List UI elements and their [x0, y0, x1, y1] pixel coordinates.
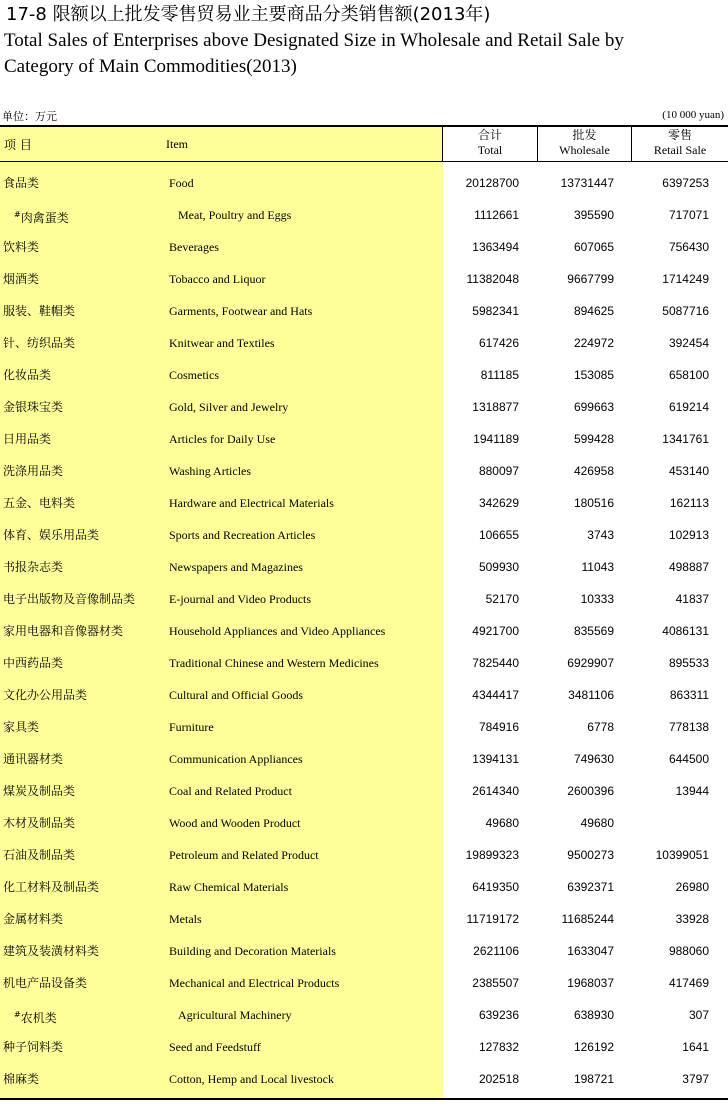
table-row: [0, 807, 728, 839]
total-value: 4344417: [472, 688, 519, 702]
wholesale-value: 395590: [573, 208, 614, 222]
item-name-english: Seed and Feedstuff: [169, 1040, 261, 1054]
table-row: [0, 487, 728, 519]
item-name-english: Coal and Related Product: [169, 784, 292, 798]
total-value: 6419350: [472, 880, 519, 894]
item-name-english: Building and Decoration Materials: [169, 944, 336, 958]
table-row: [0, 455, 728, 487]
retail-value: 3797: [682, 1072, 709, 1086]
total-value: 7825440: [472, 656, 519, 670]
item-name-english: Agricultural Machinery: [178, 1008, 292, 1022]
item-name-english: Wood and Wooden Product: [169, 816, 301, 830]
wholesale-value: 1968037: [567, 976, 614, 990]
total-value: 1112661: [474, 208, 519, 222]
wholesale-value: 6778: [587, 720, 614, 734]
total-value: 11719172: [466, 912, 519, 926]
retail-value: 717071: [668, 208, 709, 222]
item-name-chinese: 洗涤用品类: [3, 464, 64, 478]
wholesale-value: 426958: [573, 464, 614, 478]
table-row: [0, 199, 728, 231]
item-name-english: Garments, Footwear and Hats: [169, 304, 313, 318]
retail-value: 619214: [668, 400, 709, 414]
table-row: [0, 327, 728, 359]
table-row: [0, 999, 728, 1031]
wholesale-value: 11685244: [561, 912, 614, 926]
retail-value: 988060: [668, 944, 709, 958]
header-bottom-rule: [0, 161, 728, 162]
table-row: [0, 231, 728, 263]
retail-value: 5087716: [662, 304, 709, 318]
table-row: [0, 615, 728, 647]
total-value: 617426: [478, 336, 519, 350]
wholesale-value: 835569: [573, 624, 614, 638]
retail-value: 863311: [669, 688, 709, 702]
table-top-rule: [0, 125, 728, 127]
item-name-english: Metals: [169, 912, 202, 926]
table-row: [0, 519, 728, 551]
wholesale-value: 11043: [581, 560, 614, 574]
retail-value: 6397253: [662, 176, 709, 190]
wholesale-value: 6929907: [567, 656, 614, 670]
wholesale-value: 1633047: [567, 944, 614, 958]
item-name-english: Sports and Recreation Articles: [169, 528, 316, 542]
total-value: 880097: [478, 464, 519, 478]
item-name-chinese: 食品类: [3, 176, 40, 190]
total-value: 1941189: [473, 432, 519, 446]
wholesale-value: 599428: [573, 432, 614, 446]
item-name-chinese: 机电产品设备类: [3, 976, 88, 990]
total-value: 4921700: [472, 624, 519, 638]
retail-value: 4086131: [662, 624, 709, 638]
retail-value: 453140: [668, 464, 709, 478]
retail-value: 644500: [668, 752, 709, 766]
retail-value: 307: [688, 1008, 709, 1022]
total-value: 19899323: [465, 848, 519, 862]
item-name-english: Beverages: [169, 240, 219, 254]
total-value: 127832: [478, 1040, 519, 1054]
table-row: [0, 295, 728, 327]
retail-value: 162113: [669, 496, 709, 510]
wholesale-value: 699663: [573, 400, 614, 414]
total-value: 639236: [478, 1008, 519, 1022]
item-name-english: E-journal and Video Products: [169, 592, 312, 606]
item-name-chinese: 服装、鞋帽类: [3, 304, 76, 318]
table-bottom-rule: [0, 1098, 728, 1100]
total-value: 49680: [485, 816, 519, 830]
item-name-english: Hardware and Electrical Materials: [169, 496, 334, 510]
table-title-english-line1: Total Sales of Enterprises above Designated Size in Wholesale and Retail Sale by: [4, 30, 624, 51]
table-row: [0, 1031, 728, 1063]
item-name-chinese: 五金、电料类: [3, 496, 76, 510]
retail-value: 13944: [675, 784, 709, 798]
wholesale-value: 749630: [573, 752, 614, 766]
total-value: 811185: [480, 368, 519, 382]
item-name-chinese: 电子出版物及音像制品类: [3, 592, 136, 606]
item-name-chinese: 建筑及装潢材料类: [3, 944, 100, 958]
item-name-chinese: 石油及制品类: [3, 848, 76, 862]
wholesale-value: 180516: [573, 496, 614, 510]
item-name-chinese: #肉禽蛋类: [14, 210, 69, 225]
item-name-english: Traditional Chinese and Western Medicines: [169, 656, 379, 670]
header-total-english: Total: [477, 143, 503, 157]
retail-value: 1641: [682, 1040, 709, 1054]
item-name-english: Raw Chemical Materials: [169, 880, 289, 894]
retail-value: 658100: [668, 368, 709, 382]
item-name-english: Washing Articles: [169, 464, 252, 478]
wholesale-value: 13731447: [560, 176, 614, 190]
item-name-chinese: 针、纺织品类: [3, 336, 76, 350]
item-name-english: Petroleum and Related Product: [169, 848, 319, 862]
retail-value: 41837: [675, 592, 709, 606]
table-title-english-line2: Category of Main Commodities(2013): [4, 56, 297, 77]
item-name-english: Mechanical and Electrical Products: [169, 976, 340, 990]
retail-value: 417469: [668, 976, 709, 990]
wholesale-value: 198721: [573, 1072, 614, 1086]
unit-label-chinese: 单位：万元: [2, 110, 57, 123]
table-row: [0, 839, 728, 871]
retail-value: 895533: [668, 656, 709, 670]
item-name-english: Articles for Daily Use: [169, 432, 276, 446]
table-row: [0, 391, 728, 423]
total-value: 1318877: [472, 400, 519, 414]
item-name-english: Gold, Silver and Jewelry: [169, 400, 289, 414]
header-item-english: Item: [166, 137, 188, 151]
total-value: 2385507: [472, 976, 519, 990]
total-value: 106655: [478, 528, 519, 542]
wholesale-value: 49680: [580, 816, 614, 830]
item-name-chinese: 金银珠宝类: [3, 400, 64, 414]
header-total: [443, 128, 537, 160]
retail-value: 10399051: [655, 848, 709, 862]
unit-label-english: (10 000 yuan): [662, 109, 724, 121]
wholesale-value: 6392371: [567, 880, 614, 894]
wholesale-value: 224972: [573, 336, 614, 350]
header-wholesale-english: Wholesale: [559, 143, 610, 157]
total-value: 2621106: [473, 944, 519, 958]
retail-value: 102913: [668, 528, 709, 542]
table-row: [0, 711, 728, 743]
item-name-english: Furniture: [169, 720, 214, 734]
table-row: [0, 935, 728, 967]
total-value: 509930: [478, 560, 519, 574]
item-name-chinese: 棉麻类: [3, 1072, 40, 1086]
item-name-chinese: 家用电器和音像器材类: [3, 624, 124, 638]
retail-value: 498887: [668, 560, 709, 574]
item-name-chinese: 煤炭及制品类: [3, 784, 76, 798]
item-name-chinese: 家具类: [3, 720, 40, 734]
table-row: [0, 359, 728, 391]
total-value: 52170: [485, 592, 519, 606]
wholesale-value: 3743: [587, 528, 614, 542]
item-name-english: Cosmetics: [169, 368, 219, 382]
item-name-english: Household Appliances and Video Appliances: [169, 624, 386, 638]
subitem-marker: #: [14, 210, 21, 219]
item-name-chinese: 体育、娱乐用品类: [3, 528, 100, 542]
item-name-chinese: 书报杂志类: [3, 560, 64, 574]
total-value: 1363494: [472, 240, 519, 254]
wholesale-value: 2600396: [567, 784, 614, 798]
item-name-chinese: 金属材料类: [3, 912, 64, 926]
table-row: [0, 679, 728, 711]
table-row: [0, 967, 728, 999]
total-value: 5982341: [472, 304, 519, 318]
subitem-marker: #: [14, 1010, 21, 1019]
total-value: 11382048: [466, 272, 519, 286]
item-name-chinese: 烟酒类: [3, 272, 40, 286]
item-name-english: Cultural and Official Goods: [169, 688, 304, 702]
retail-value: 1714249: [662, 272, 709, 286]
retail-value: 392454: [668, 336, 709, 350]
retail-value: 778138: [668, 720, 709, 734]
header-wholesale-chinese: 批发: [572, 128, 597, 142]
total-value: 2614340: [472, 784, 519, 798]
table-row: [0, 775, 728, 807]
table-title-chinese: 17-8 限额以上批发零售贸易业主要商品分类销售额(2013年): [6, 4, 491, 25]
total-value: 784916: [478, 720, 519, 734]
item-name-chinese: 文化办公用品类: [3, 688, 88, 702]
total-value: 20128700: [465, 176, 519, 190]
total-value: 1394131: [472, 752, 519, 766]
wholesale-value: 894625: [573, 304, 614, 318]
table-row: [0, 551, 728, 583]
wholesale-value: 3481106: [568, 688, 614, 702]
header-retail: [632, 128, 728, 160]
wholesale-value: 9500273: [567, 848, 614, 862]
header-wholesale: [538, 128, 631, 160]
retail-value: 26980: [675, 880, 709, 894]
item-name-english: Food: [169, 176, 194, 190]
item-name-chinese: 木材及制品类: [3, 816, 76, 830]
header-retail-chinese: 零售: [667, 128, 692, 142]
item-name-chinese: #农机类: [14, 1010, 57, 1025]
table-row: [0, 423, 728, 455]
wholesale-value: 607065: [573, 240, 614, 254]
table-row: [0, 903, 728, 935]
header-total-chinese: 合计: [477, 128, 502, 142]
wholesale-value: 126192: [573, 1040, 614, 1054]
item-name-english: Knitwear and Textiles: [169, 336, 275, 350]
table-row: [0, 263, 728, 295]
item-name-english: Newspapers and Magazines: [169, 560, 303, 574]
wholesale-value: 153085: [573, 368, 614, 382]
item-name-chinese: 化工材料及制品类: [3, 880, 100, 894]
table-row: [0, 743, 728, 775]
item-name-chinese: 饮料类: [3, 240, 40, 254]
table-row: [0, 1063, 728, 1095]
item-name-chinese: 通讯器材类: [3, 752, 64, 766]
table-row: [0, 583, 728, 615]
item-name-chinese: 中西药品类: [3, 656, 64, 670]
table-row: [0, 871, 728, 903]
item-name-english: Meat, Poultry and Eggs: [178, 208, 292, 222]
item-name-chinese: 日用品类: [3, 432, 52, 446]
item-name-chinese: 化妆品类: [3, 368, 52, 382]
item-name-chinese: 种子饲料类: [3, 1040, 64, 1054]
table-row: [0, 647, 728, 679]
wholesale-value: 10333: [580, 592, 614, 606]
wholesale-value: 9667799: [567, 272, 614, 286]
table-row: [0, 167, 728, 199]
item-name-english: Communication Appliances: [169, 752, 303, 766]
retail-value: 1341761: [662, 432, 709, 446]
total-value: 202518: [478, 1072, 519, 1086]
item-name-english: Tobacco and Liquor: [169, 272, 266, 286]
header-retail-english: Retail Sale: [653, 143, 707, 157]
retail-value: 33928: [675, 912, 709, 926]
retail-value: 756430: [668, 240, 709, 254]
header-item-chinese: 项 目: [4, 138, 32, 152]
item-name-english: Cotton, Hemp and Local livestock: [169, 1072, 334, 1086]
total-value: 342629: [478, 496, 519, 510]
wholesale-value: 638930: [573, 1008, 614, 1022]
